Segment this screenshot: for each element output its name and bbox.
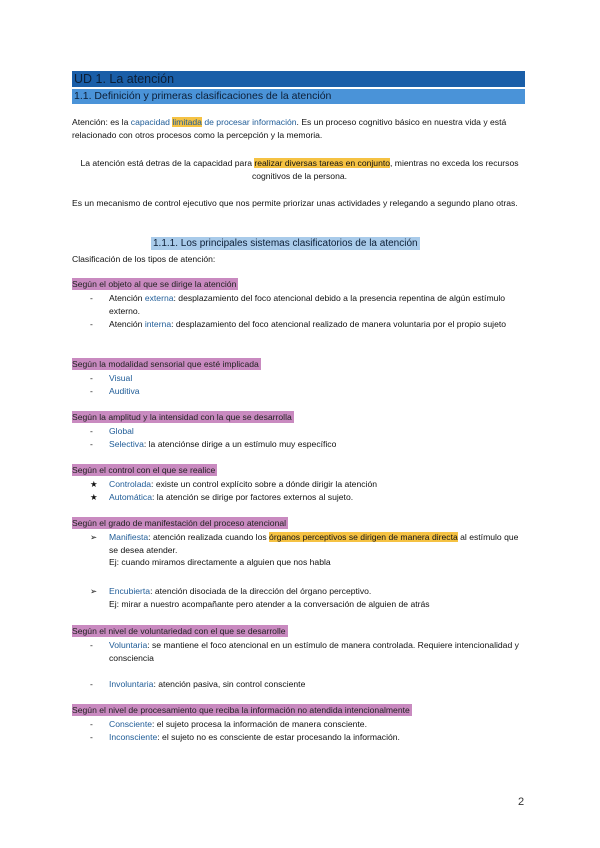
list-item: ➢ Manifiesta: atención realizada cuando los órganos perceptivos se dirigen de manera directa al estímulo que se desea atender. Ej: cuando miramos directamente a alguien que nos habla: [90, 532, 519, 567]
classification-label: Clasificación de los tipos de atención:: [72, 254, 216, 264]
list-item: - Auditiva: [90, 386, 140, 396]
centered-paragraph: La atención está detras de la capacidad para realizar diversas tareas en conjunto, mientras no exceda los recursos cognitivos de la persona.: [80, 158, 519, 181]
category-heading-manifestation: Según el grado de manifestación del proceso atencional: [72, 518, 287, 528]
intro-paragraph: Atención: es la capacidad limitada de procesar información. Es un proceso cognitivo básico en nuestra vida y está relacionado con otros procesos como la percepción y la memoria.: [72, 117, 507, 140]
category-heading-voluntariness: Según el nivel de voluntariedad con el que se desarrolle: [72, 626, 286, 636]
list-item: - Visual: [90, 373, 133, 383]
control-paragraph: Es un mecanismo de control ejecutivo que nos permite priorizar unas actividades y relegando a segundo plano otras.: [72, 198, 518, 208]
list-item: - Global: [90, 426, 134, 436]
list-item: - Selectiva: la atenciónse dirige a un estímulo muy específico: [90, 439, 337, 449]
list-item: ★ Controlada: existe un control explícito sobre a dónde dirigir la atención: [90, 479, 378, 489]
page-subtitle: 1.1. Definición y primeras clasificaciones de la atención: [72, 89, 525, 104]
list-item: - Involuntaria: atención pasiva, sin control consciente: [90, 679, 306, 689]
list-item: - Atención interna: desplazamiento del foco atencional realizado de manera voluntaria por el propio sujeto: [90, 319, 507, 329]
list-item: - Atención externa: desplazamiento del foco atencional debido a la presencia repentina de algún estímulo externo.: [90, 293, 506, 316]
category-heading-modality: Según la modalidad sensorial que esté implicada: [72, 359, 259, 369]
category-heading-processing: Según el nivel de procesamiento que reciba la información no atendida intencionalmente: [72, 705, 410, 715]
section-heading: 1.1.1. Los principales sistemas clasificatorios de la atención: [153, 238, 418, 249]
category-heading-amplitude: Según la amplitud y la intensidad con la que se desarrolla: [72, 412, 292, 422]
list-item: - Inconsciente: el sujeto no es consciente de estar procesando la información.: [90, 732, 400, 742]
category-heading-control: Según el control con el que se realice: [72, 465, 216, 475]
category-heading-object: Según el objeto al que se dirige la atención: [72, 279, 237, 289]
list-item: - Consciente: el sujeto procesa la información de manera consciente.: [90, 719, 367, 729]
page-title: UD 1. La atención: [72, 71, 525, 87]
list-item: ★ Automática: la atención se dirige por factores externos al sujeto.: [90, 492, 354, 502]
page-number: 2: [518, 796, 525, 808]
list-item: - Voluntaria: se mantiene el foco atencional en un estímulo de manera controlada. Requiere intencionalidad y consciencia: [90, 640, 519, 663]
list-item: ➢ Encubierta: atención disociada de la dirección del órgano perceptivo. Ej: mirar a nuestro acompañante pero atender a la conversación de alguien de atrás: [90, 586, 430, 609]
